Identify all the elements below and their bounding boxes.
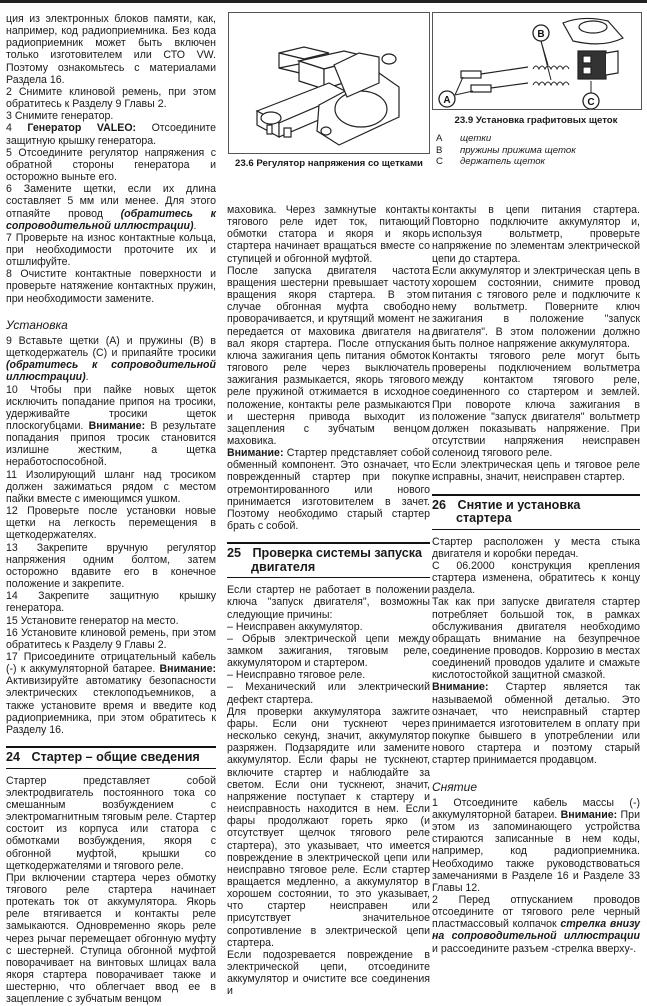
paragraph: При включении стартера через обмотку тягового реле стартера начинает протекать ток от аккумулятора. Якорь реле втягивается и контакты реле замыкаются. Одновременно якорь реле через рычаг перемещает обгонную муфту с шестерней. Ступица обгонной муфтой поворачивает на винтовых шлицах вала якоря стартера поворачивает также и шестерню, что облегчает ввод ее в зацепление с зубчатым венцом — [6, 871, 216, 1006]
list-item: – Обрыв электрической цепи между замком зажигания, тяговым реле, аккумулятором и стартером. — [227, 632, 430, 670]
legend-item: C держатель щеток — [436, 156, 546, 167]
figure-23-6-image — [228, 12, 430, 154]
step-11: 11 Изолирующий шланг над тросиком должен зажиматься рядом с местом пайки вместе с имеющимся ушком. — [6, 468, 216, 505]
figure-23-9-image — [432, 12, 642, 110]
warning-label: Внимание: — [432, 681, 489, 694]
step-7: 7 Проверьте на износ контактные кольца, при необходимости проточите их и отшлифуйте. — [6, 231, 216, 269]
paragraph: Стартер расположен у места стыка двигателя и коробки передач. — [432, 535, 640, 560]
warning-paragraph: Внимание: Стартер представляет собой обменный компонент. Это означает, что поврежденный стартер при покупке отремонтированного или нового принимается изготовителем в зачет. Поэтому необходимо старый стартер брать с собой. — [227, 447, 430, 533]
paragraph: Если подозревается повреждение в электрической цепи, отсоедините аккумулятор и очистите все соединения и — [227, 948, 430, 998]
paragraph: контакты в цепи питания стартера. Повторно подключите аккумулятор и, используя вольтметр, проверьте напряжение по элементам электрической цепи до стартера. — [432, 204, 640, 265]
step-10: 10 Чтобы при пайке новых щеток исключить попадание припоя на тросики, удерживайте тросики щеток плоскогубцами. Внимание: В результате попадания припоя тросик становится излишне жестким, а щетка неработоспособной. — [6, 383, 217, 469]
voltage-regulator-drawing — [229, 13, 429, 153]
paragraph: Стартер представляет собой электродвигатель постоянного тока со смешанным возбуждением с электромагнитным тяговым реле. Стартер состоит из корпуса или статора с обмотками возбуждения, якоря с обгонной муфтой, крышки со щеткодержателями и тягового реле. — [6, 774, 216, 872]
figure-23-9-caption: 23.9 Установка графитовых щеток — [454, 115, 618, 126]
subheading-installation: Установка — [6, 317, 68, 332]
warning-paragraph: Внимание: Стартер является так называемой обменной деталью. Это означает, что неисправный стартер принимается изготовителем в оплату при покупке бывшего в употреблении или нового стартера и поэтому старый стартер принимается продавцом. — [432, 681, 640, 767]
illustration-reference: (обратитесь к сопроводительной иллюстрации) — [6, 359, 216, 384]
figure-23-6-caption: 23.6 Регулятор напряжения со щетками — [235, 158, 423, 169]
paragraph: Контакты тягового реле могут быть проверены подключением вольтметра между контактом тягового реле, соединенного со стартером и землей. При повороте ключа зажигания в положение "запуск двигателя" вольтметр должен показывать напряжение. При отсутствии напряжения неисправен соленоид тягового реле. — [432, 349, 640, 460]
callout-a: A — [443, 95, 451, 106]
step-8: 8 Очистите контактные поверхности и проверьте натяжение контактных пружин, при необходимости замените. — [6, 268, 216, 305]
callout-b: B — [537, 29, 545, 40]
column-1 — [6, 13, 216, 1006]
warning-label: Внимание: — [560, 808, 618, 821]
warning-label: Внимание: — [159, 663, 216, 676]
list-item: – Неисправно тяговое реле. — [227, 669, 366, 682]
illustration-reference: стрелка внизу на сопроводительной иллюстрации — [432, 918, 640, 943]
step-12: 12 Проверьте после установки новые щетки на легкость перемещения в щеткодержателях. — [6, 505, 216, 542]
paragraph: ция из электронных блоков памяти, как, например, код радиоприемника. Без кода радиоприемник может быть включен только изготовителем или СТО VW. Поэтому ознакомьтесь с материалами Раздела 16. — [6, 13, 216, 86]
step-3: 3 Снимите генератор. — [6, 110, 114, 123]
legend-item: A щетки — [436, 133, 492, 144]
brush-installation-drawing — [433, 13, 641, 109]
section-heading-25: 25 Проверка системы запуска двигателя — [227, 542, 430, 578]
callout-c: C — [587, 97, 595, 108]
paragraph: Так как при запуске двигателя стартер потребляет большой ток, в рамках обслуживания двигателя необходимо обращать внимание на безупречное соединение проводов. Коррозию в местах соединений проводов удалите и смажьте кислотостойкой защитной смазкой. — [432, 596, 640, 682]
step-1: 1 Отсоедините кабель массы (-) аккумуляторной батареи. Внимание: При этом из запоминающего устройства стираются записанные в нем коды, например, код радиоприемника. Необходимо также руководствоваться замечаниями в Разделе 16 и Разделе 33 Главы 12. — [432, 796, 640, 894]
section-heading-24: 24 Стартер – общие сведения — [6, 746, 216, 769]
paragraph: После запуска двигателя частота вращения шестерни превышает частоту вращения якоря стартера. В этом случае обгонная муфта свободно проворачивается, и крутящий момент не передается от маховика двигателя на вал якоря стартера. После отпускания ключа зажигания цепь питания обмоток тягового реле через выключатель зажигания размыкается, якорь тягового реле пружиной отжимается в исходное положение, контакты реле размыкаются и шестерня привода выходит из зацепления с зубчатым венцом маховика. — [227, 264, 430, 447]
step-9: 9 Вставьте щетки (А) и пружины (В) в щеткодержатель (С) и припаяйте тросики (обратитесь к сопроводительной иллюстрации). — [6, 334, 216, 384]
list-item: – Неисправен аккумулятор. — [227, 620, 363, 633]
paragraph: С 06.2000 конструкция крепления стартера изменена, обратитесь к концу раздела. — [432, 559, 640, 597]
illustration-reference: (обратитесь к сопроводительной иллюстрации) — [6, 207, 216, 232]
step-16: 16 Установите клиновой ремень, при этом обратитесь к Разделу 9 Главы 2. — [6, 626, 216, 651]
step-13: 13 Закрепите вручную регулятор напряжения одним болтом, затем осторожно вдавите его в конечное положение и закрепите. — [6, 541, 216, 591]
step-14: 14 Закрепите защитную крышку генератора. — [6, 590, 216, 615]
figure-23-9-legend — [436, 133, 636, 168]
step-2: 2 Перед отпусканием проводов отсоедините от тягового реле черный пластмассовый колпачок стрелка внизу на сопроводительной иллюстрации и рассоедините разъем -стрелка вверху-. — [432, 893, 640, 955]
legend-item: B пружины прижима щеток — [436, 144, 576, 156]
step-4: 4 Генератор VALEO: Отсоедините защитную крышку генератора. — [6, 122, 216, 147]
paragraph: Для проверки аккумулятора зажгите фары. Если они тускнеют через несколько секунд, значит, аккумулятор разряжен. Подзарядите или замените аккумулятор. Если фары не тускнеют, включите стартер и наблюдайте за светом. Если они тускнеют, значит, напряжение поступает к стартеру и неисправность находится в нем. Если фары продолжают гореть ярко (и отсутствует щелчок тягового реле стартера), это указывает, что имеется повреждение в электрической цепи или неисправно тяговое реле. Если стартер вращается медленно, а аккумулятор в хорошем состоянии, то это указывает, что стартер неисправен или присутствует значительное сопротивление в электрической цепи стартера. — [227, 705, 430, 949]
warning-label: Внимание: — [88, 420, 146, 432]
step-5: 5 Отсоедините регулятор напряжения с обратной стороны генератора и осторожно выньте его. — [6, 146, 216, 184]
column-2 — [227, 204, 430, 998]
column-3 — [432, 204, 640, 955]
page-top-rule — [0, 0, 647, 3]
paragraph: Если аккумулятор и электрическая цепь в хорошем состоянии, снимите провод питания с тягового реле и подключите к нему вольтметр. Поверните ключ зажигания в положение "запуск двигателя". В этом положении должно быть полное напряжение аккумулятора. — [432, 264, 640, 350]
step-2: 2 Снимите клиновой ремень, при этом обратитесь к Разделу 9 Главы 2. — [6, 85, 216, 111]
step-15: 15 Установите генератор на место. — [6, 614, 179, 627]
paragraph: маховика. Через замкнутые контакты тягового реле идет ток, питающий обмотки статора и якоря и якорь стартера начинает вращаться вместе со ступицей и обгонной муфтой. — [227, 204, 430, 265]
warning-label: Внимание: — [227, 447, 284, 460]
step-17: 17 Присоедините отрицательный кабель (-) к аккумуляторной батарее. Внимание: Активизируйте автоматику безопасности электрических стеклоподъемников, а также установите время и введите код радиоприемника, при этом обратитесь к Разделу 16. — [6, 650, 216, 736]
section-heading-26: 26 Снятие и установка стартера — [432, 494, 640, 530]
paragraph: Если электрическая цепь и тяговое реле исправны, значит, неисправен стартер. — [432, 459, 640, 484]
step-6: 6 Замените щетки, если их длина составляет 5 мм или менее. Для этого отпаяйте провод (обратитесь к сопроводительной иллюстрации). — [6, 183, 216, 232]
bold-label: Генератор VALEO: — [27, 122, 137, 135]
list-item: – Механический или электрический дефект стартера. — [227, 681, 430, 706]
subheading-removal: Снятие — [432, 779, 478, 794]
paragraph: Если стартер не работает в положении ключа "запуск двигателя", возможны следующие причины: — [227, 584, 430, 621]
